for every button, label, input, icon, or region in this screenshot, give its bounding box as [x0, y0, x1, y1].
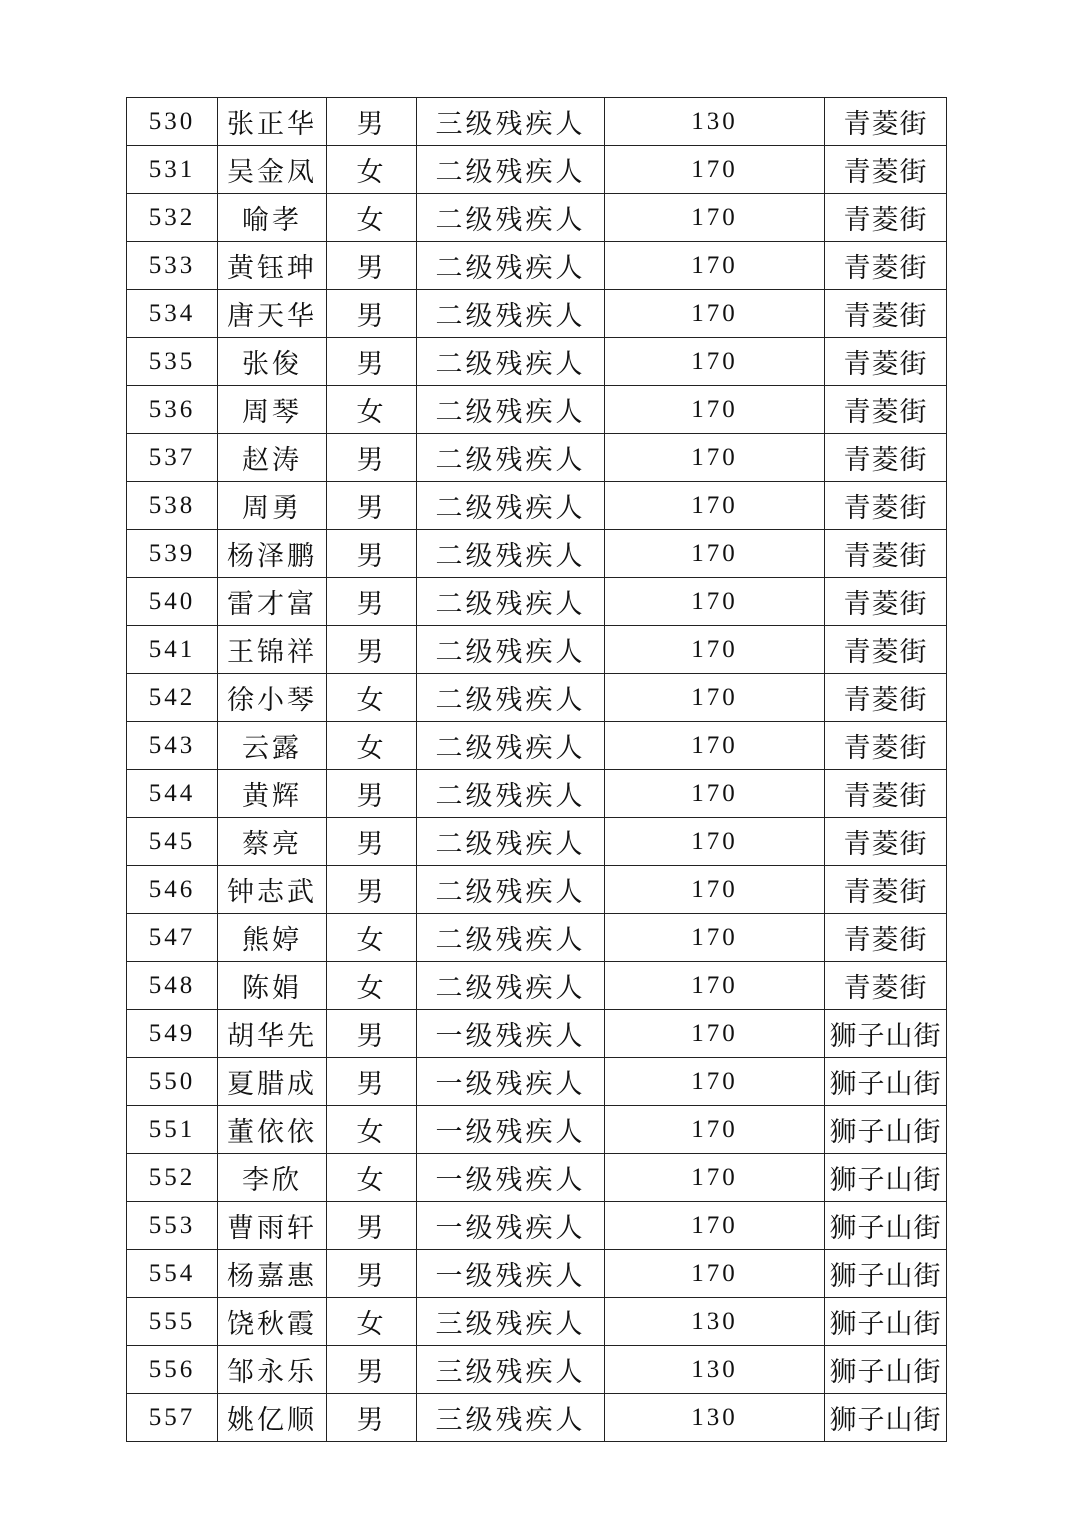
table-row: [127, 1154, 947, 1202]
table-row: [127, 626, 947, 674]
street-cell: 青菱街: [825, 386, 947, 434]
gender-cell: 男: [327, 866, 417, 914]
amount-cell: 170: [605, 674, 825, 722]
table-row: [127, 1298, 947, 1346]
serial-number-cell: 547: [127, 914, 218, 962]
name-cell: 云露: [218, 722, 327, 770]
amount-cell: 170: [605, 914, 825, 962]
name-cell: 钟志武: [218, 866, 327, 914]
street-cell: 狮子山街: [825, 1250, 947, 1298]
serial-number-cell: 557: [127, 1394, 218, 1442]
table-row: [127, 1202, 947, 1250]
street-cell: 狮子山街: [825, 1298, 947, 1346]
name-cell: 吴金凤: [218, 146, 327, 194]
serial-number-cell: 552: [127, 1154, 218, 1202]
table-row: [127, 338, 947, 386]
name-cell: 陈娟: [218, 962, 327, 1010]
street-cell: 狮子山街: [825, 1202, 947, 1250]
serial-number-cell: 530: [127, 98, 218, 146]
street-cell: 狮子山街: [825, 1394, 947, 1442]
name-cell: 邹永乐: [218, 1346, 327, 1394]
amount-cell: 170: [605, 338, 825, 386]
disability-level-cell: 二级残疾人: [417, 578, 605, 626]
disability-level-cell: 二级残疾人: [417, 914, 605, 962]
amount-cell: 170: [605, 578, 825, 626]
table-row: [127, 1058, 947, 1106]
disability-level-cell: 二级残疾人: [417, 674, 605, 722]
table-row: [127, 1106, 947, 1154]
name-cell: 唐天华: [218, 290, 327, 338]
amount-cell: 130: [605, 1298, 825, 1346]
disability-level-cell: 三级残疾人: [417, 98, 605, 146]
gender-cell: 男: [327, 530, 417, 578]
serial-number-cell: 550: [127, 1058, 218, 1106]
disability-level-cell: 二级残疾人: [417, 866, 605, 914]
gender-cell: 男: [327, 1346, 417, 1394]
street-cell: 青菱街: [825, 578, 947, 626]
serial-number-cell: 535: [127, 338, 218, 386]
street-cell: 青菱街: [825, 194, 947, 242]
gender-cell: 女: [327, 194, 417, 242]
table-row: [127, 146, 947, 194]
disability-level-cell: 一级残疾人: [417, 1154, 605, 1202]
name-cell: 黄钰珅: [218, 242, 327, 290]
disability-level-cell: 二级残疾人: [417, 386, 605, 434]
gender-cell: 男: [327, 1250, 417, 1298]
table-row: [127, 530, 947, 578]
table-row: [127, 1010, 947, 1058]
table-row: [127, 1346, 947, 1394]
name-cell: 蔡亮: [218, 818, 327, 866]
street-cell: 青菱街: [825, 530, 947, 578]
table-row: [127, 98, 947, 146]
gender-cell: 男: [327, 1394, 417, 1442]
disability-level-cell: 二级残疾人: [417, 722, 605, 770]
disability-level-cell: 三级残疾人: [417, 1298, 605, 1346]
disability-level-cell: 二级残疾人: [417, 962, 605, 1010]
serial-number-cell: 538: [127, 482, 218, 530]
serial-number-cell: 541: [127, 626, 218, 674]
table-row: [127, 722, 947, 770]
gender-cell: 男: [327, 482, 417, 530]
roster-table-body: [127, 98, 947, 1442]
table-row: [127, 1250, 947, 1298]
amount-cell: 170: [605, 626, 825, 674]
name-cell: 黄辉: [218, 770, 327, 818]
gender-cell: 女: [327, 146, 417, 194]
amount-cell: 170: [605, 242, 825, 290]
street-cell: 青菱街: [825, 866, 947, 914]
gender-cell: 男: [327, 1202, 417, 1250]
table-row: [127, 242, 947, 290]
name-cell: 董依依: [218, 1106, 327, 1154]
amount-cell: 170: [605, 290, 825, 338]
gender-cell: 女: [327, 914, 417, 962]
disability-level-cell: 二级残疾人: [417, 626, 605, 674]
serial-number-cell: 553: [127, 1202, 218, 1250]
gender-cell: 男: [327, 770, 417, 818]
street-cell: 青菱街: [825, 146, 947, 194]
name-cell: 夏腊成: [218, 1058, 327, 1106]
serial-number-cell: 545: [127, 818, 218, 866]
name-cell: 曹雨轩: [218, 1202, 327, 1250]
disability-level-cell: 二级残疾人: [417, 338, 605, 386]
gender-cell: 男: [327, 290, 417, 338]
amount-cell: 170: [605, 1250, 825, 1298]
name-cell: 杨嘉惠: [218, 1250, 327, 1298]
gender-cell: 男: [327, 242, 417, 290]
disability-level-cell: 二级残疾人: [417, 482, 605, 530]
serial-number-cell: 548: [127, 962, 218, 1010]
amount-cell: 130: [605, 1394, 825, 1442]
street-cell: 青菱街: [825, 290, 947, 338]
amount-cell: 170: [605, 866, 825, 914]
amount-cell: 170: [605, 818, 825, 866]
serial-number-cell: 533: [127, 242, 218, 290]
amount-cell: 170: [605, 386, 825, 434]
disability-level-cell: 二级残疾人: [417, 194, 605, 242]
name-cell: 饶秋霞: [218, 1298, 327, 1346]
gender-cell: 女: [327, 1106, 417, 1154]
street-cell: 青菱街: [825, 626, 947, 674]
amount-cell: 170: [605, 1202, 825, 1250]
amount-cell: 170: [605, 1154, 825, 1202]
name-cell: 张俊: [218, 338, 327, 386]
amount-cell: 170: [605, 146, 825, 194]
disability-level-cell: 二级残疾人: [417, 146, 605, 194]
disability-level-cell: 一级残疾人: [417, 1010, 605, 1058]
gender-cell: 女: [327, 722, 417, 770]
name-cell: 喻孝: [218, 194, 327, 242]
amount-cell: 170: [605, 962, 825, 1010]
serial-number-cell: 555: [127, 1298, 218, 1346]
gender-cell: 女: [327, 1154, 417, 1202]
disability-level-cell: 二级残疾人: [417, 770, 605, 818]
roster-table: [126, 97, 947, 1442]
name-cell: 熊婷: [218, 914, 327, 962]
amount-cell: 170: [605, 1106, 825, 1154]
gender-cell: 女: [327, 962, 417, 1010]
table-row: [127, 194, 947, 242]
serial-number-cell: 556: [127, 1346, 218, 1394]
gender-cell: 男: [327, 338, 417, 386]
table-row: [127, 578, 947, 626]
disability-level-cell: 三级残疾人: [417, 1346, 605, 1394]
serial-number-cell: 546: [127, 866, 218, 914]
street-cell: 狮子山街: [825, 1010, 947, 1058]
table-row: [127, 434, 947, 482]
gender-cell: 男: [327, 818, 417, 866]
amount-cell: 170: [605, 530, 825, 578]
name-cell: 赵涛: [218, 434, 327, 482]
roster-sheet: [126, 97, 947, 1442]
gender-cell: 男: [327, 1058, 417, 1106]
street-cell: 狮子山街: [825, 1058, 947, 1106]
table-row: [127, 770, 947, 818]
name-cell: 张正华: [218, 98, 327, 146]
disability-level-cell: 二级残疾人: [417, 434, 605, 482]
amount-cell: 170: [605, 722, 825, 770]
serial-number-cell: 551: [127, 1106, 218, 1154]
name-cell: 周琴: [218, 386, 327, 434]
name-cell: 雷才富: [218, 578, 327, 626]
serial-number-cell: 537: [127, 434, 218, 482]
gender-cell: 男: [327, 434, 417, 482]
disability-level-cell: 一级残疾人: [417, 1058, 605, 1106]
amount-cell: 130: [605, 98, 825, 146]
street-cell: 青菱街: [825, 722, 947, 770]
table-row: [127, 914, 947, 962]
amount-cell: 130: [605, 1346, 825, 1394]
serial-number-cell: 543: [127, 722, 218, 770]
serial-number-cell: 542: [127, 674, 218, 722]
amount-cell: 170: [605, 482, 825, 530]
table-row: [127, 818, 947, 866]
gender-cell: 男: [327, 626, 417, 674]
amount-cell: 170: [605, 1058, 825, 1106]
name-cell: 姚亿顺: [218, 1394, 327, 1442]
table-row: [127, 866, 947, 914]
disability-level-cell: 一级残疾人: [417, 1202, 605, 1250]
table-row: [127, 1394, 947, 1442]
gender-cell: 女: [327, 674, 417, 722]
street-cell: 青菱街: [825, 770, 947, 818]
table-row: [127, 962, 947, 1010]
serial-number-cell: 536: [127, 386, 218, 434]
disability-level-cell: 二级残疾人: [417, 818, 605, 866]
street-cell: 青菱街: [825, 962, 947, 1010]
gender-cell: 男: [327, 98, 417, 146]
gender-cell: 男: [327, 1010, 417, 1058]
street-cell: 狮子山街: [825, 1154, 947, 1202]
disability-level-cell: 三级残疾人: [417, 1394, 605, 1442]
amount-cell: 170: [605, 434, 825, 482]
gender-cell: 女: [327, 386, 417, 434]
street-cell: 青菱街: [825, 338, 947, 386]
disability-level-cell: 一级残疾人: [417, 1250, 605, 1298]
table-row: [127, 674, 947, 722]
street-cell: 青菱街: [825, 434, 947, 482]
serial-number-cell: 532: [127, 194, 218, 242]
street-cell: 青菱街: [825, 482, 947, 530]
table-row: [127, 482, 947, 530]
name-cell: 胡华先: [218, 1010, 327, 1058]
serial-number-cell: 544: [127, 770, 218, 818]
disability-level-cell: 二级残疾人: [417, 290, 605, 338]
street-cell: 青菱街: [825, 674, 947, 722]
name-cell: 杨泽鹏: [218, 530, 327, 578]
street-cell: 青菱街: [825, 818, 947, 866]
name-cell: 周勇: [218, 482, 327, 530]
name-cell: 王锦祥: [218, 626, 327, 674]
disability-level-cell: 一级残疾人: [417, 1106, 605, 1154]
table-row: [127, 386, 947, 434]
serial-number-cell: 549: [127, 1010, 218, 1058]
street-cell: 狮子山街: [825, 1346, 947, 1394]
street-cell: 青菱街: [825, 914, 947, 962]
disability-level-cell: 二级残疾人: [417, 242, 605, 290]
street-cell: 狮子山街: [825, 1106, 947, 1154]
table-row: [127, 290, 947, 338]
amount-cell: 170: [605, 1010, 825, 1058]
street-cell: 青菱街: [825, 98, 947, 146]
street-cell: 青菱街: [825, 242, 947, 290]
amount-cell: 170: [605, 194, 825, 242]
disability-level-cell: 二级残疾人: [417, 530, 605, 578]
gender-cell: 男: [327, 578, 417, 626]
gender-cell: 女: [327, 1298, 417, 1346]
name-cell: 徐小琴: [218, 674, 327, 722]
serial-number-cell: 540: [127, 578, 218, 626]
serial-number-cell: 534: [127, 290, 218, 338]
name-cell: 李欣: [218, 1154, 327, 1202]
serial-number-cell: 554: [127, 1250, 218, 1298]
serial-number-cell: 531: [127, 146, 218, 194]
serial-number-cell: 539: [127, 530, 218, 578]
amount-cell: 170: [605, 770, 825, 818]
